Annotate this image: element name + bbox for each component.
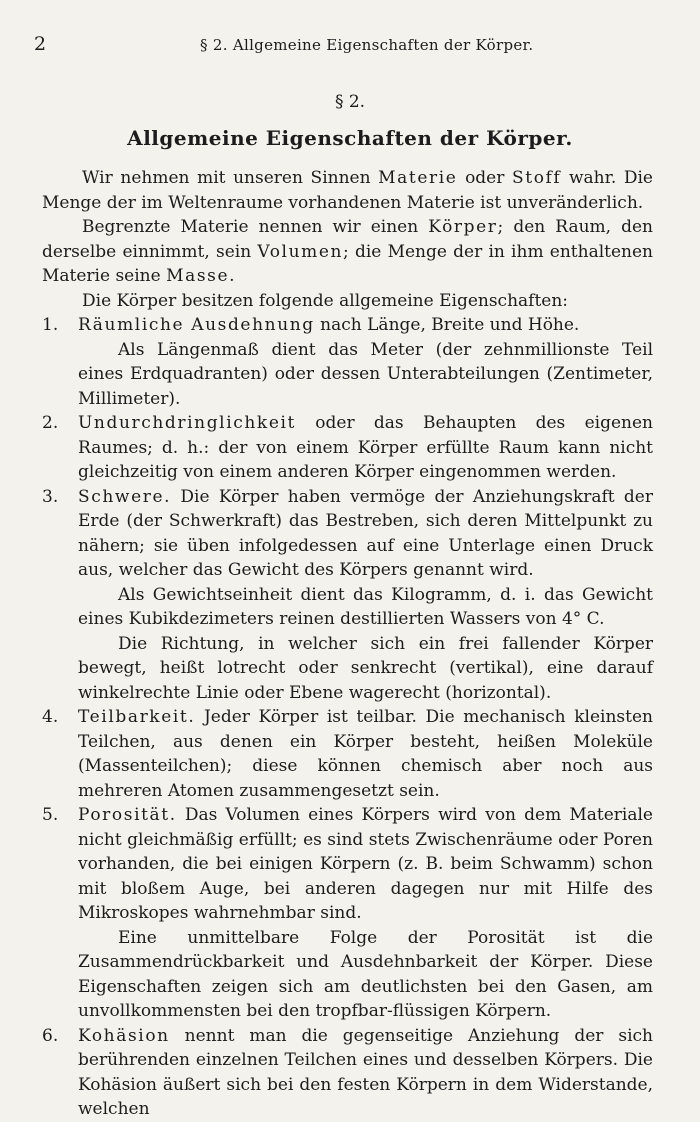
item-paragraph <box>78 411 653 485</box>
item-body <box>78 485 653 706</box>
item-body <box>78 803 653 1024</box>
item-note: Als Längenmaß dient das Meter (der zehnmillionste Teil eines Erdquadranten) oder dessen Unterabteilungen (Zentimeter, Millimeter). <box>78 339 653 409</box>
item-number: 6. <box>42 1025 59 1046</box>
term-masse: Masse <box>166 266 230 286</box>
item-term: Undurchdringlichkeit <box>78 413 296 433</box>
item-text: oder das Behaupten des eigenen Raumes; d. h.: der von einem Körper erfüllte Raum kann nicht gleichzeitig von einem anderen Körper eingenommen werden. <box>78 413 653 482</box>
item-number: 1. <box>42 315 59 335</box>
property-list <box>42 313 653 1122</box>
item-body <box>78 313 653 411</box>
term-volumen: Volumen <box>257 241 344 262</box>
item-number: 5. <box>42 805 59 825</box>
list-item <box>42 1024 653 1122</box>
body-text <box>42 166 653 1122</box>
text-run: Wir nehmen mit unseren Sinnen <box>82 168 379 188</box>
item-text: Die Körper haben vermöge der Anziehungskraft der Erde (der Schwerkraft) das Bestreben, sich deren Mittelpunkt zu nähern; sie üben infolgedessen auf eine Unterlage einen Druck aus, welcher das Gewicht des Körpers genannt wird. <box>78 486 653 580</box>
item-paragraph <box>78 1024 653 1122</box>
item-term: Porosität. <box>78 805 177 825</box>
item-note: Die Richtung, in welcher sich ein frei fallender Körper bewegt, heißt lotrecht oder senkrecht (vertikal), eine darauf winkelrechte Linie oder Ebene wagerecht (horizontal). <box>78 633 653 703</box>
section-title: Allgemeine Eigenschaften der Körper. <box>127 126 573 150</box>
item-body <box>78 411 653 485</box>
item-paragraph <box>78 803 653 926</box>
item-number: 4. <box>42 707 59 727</box>
item-term: Räumliche Ausdehnung <box>78 315 315 335</box>
list-item <box>42 411 653 485</box>
item-text: Das Volumen eines Körpers wird von dem Materiale nicht gleichmäßig erfüllt; es sind stets Zwischenräume oder Poren vorhanden, die bei einigen Körpern (z. B. beim Schwamm) schon mit bloßem Auge, bei anderen dagegen nur mit Hilfe des Mikroskopes wahrnehmbar sind. <box>78 805 653 923</box>
term-stoff: Stoff <box>512 168 562 188</box>
section-mark: § 2. <box>334 92 366 112</box>
text-run: ; die Menge der in ihm enthaltenen Materie seine <box>42 241 653 286</box>
item-paragraph <box>78 313 653 338</box>
term-koerper: Körper <box>428 217 498 237</box>
intro-paragraph-3: Die Körper besitzen folgende allgemeine Eigenschaften: <box>82 290 569 311</box>
term-materie: Materie <box>378 168 458 188</box>
list-item <box>42 313 653 411</box>
text-run: Begrenzte Materie nennen wir einen <box>82 217 429 237</box>
item-paragraph <box>78 485 653 583</box>
item-number: 2. <box>42 413 59 433</box>
item-term: Kohäsion <box>78 1025 170 1046</box>
item-term: Teilbarkeit. <box>78 707 196 727</box>
item-text: nach Länge, Breite und Höhe. <box>314 315 580 335</box>
intro-paragraph-1 <box>42 166 653 215</box>
text-run: oder <box>457 168 513 188</box>
item-number: 3. <box>42 486 59 507</box>
list-item <box>42 803 653 1024</box>
text-run: . <box>229 266 235 286</box>
intro-paragraph-2 <box>42 215 653 289</box>
page-number: 2 <box>34 33 47 55</box>
item-body <box>78 705 653 803</box>
item-body <box>78 1024 653 1122</box>
item-paragraph <box>78 705 653 803</box>
list-item <box>42 485 653 706</box>
item-note: Als Gewichtseinheit dient das Kilogramm, d. i. das Gewicht eines Kubikdezimeters reinen destillierten Wassers von 4° C. <box>78 584 653 629</box>
running-title: § 2. Allgemeine Eigenschaften der Körper. <box>200 36 534 54</box>
item-term: Schwere. <box>78 486 172 507</box>
text-run: ; den Raum, den derselbe einnimmt, sein <box>42 217 654 262</box>
item-note: Eine unmittelbare Folge der Porosität ist die Zusammendrückbarkeit und Ausdehnbarkeit der Körper. Diese Eigenschaften zeigen sich am deutlichsten bei den Gasen, am unvollkommensten bei den tropfbar-flüssigen Körpern. <box>78 927 653 1021</box>
text-run: wahr. Die Menge der im Weltenraume vorhandenen Materie ist unveränderlich. <box>42 168 653 213</box>
list-item <box>42 705 653 803</box>
item-text: nennt man die gegenseitige Anziehung der sich berührenden einzelnen Teilchen eines und desselben Körpers. Die Kohäsion äußert sich bei den festen Körpern in dem Widerstande, welchen <box>78 1025 653 1119</box>
item-text: Jeder Körper ist teilbar. Die mechanisch kleinsten Teilchen, aus denen ein Körper besteht, heißen Moleküle (Massenteilchen); diese können chemisch aber noch aus mehreren Atomen zusammengesetzt sein. <box>78 707 653 801</box>
